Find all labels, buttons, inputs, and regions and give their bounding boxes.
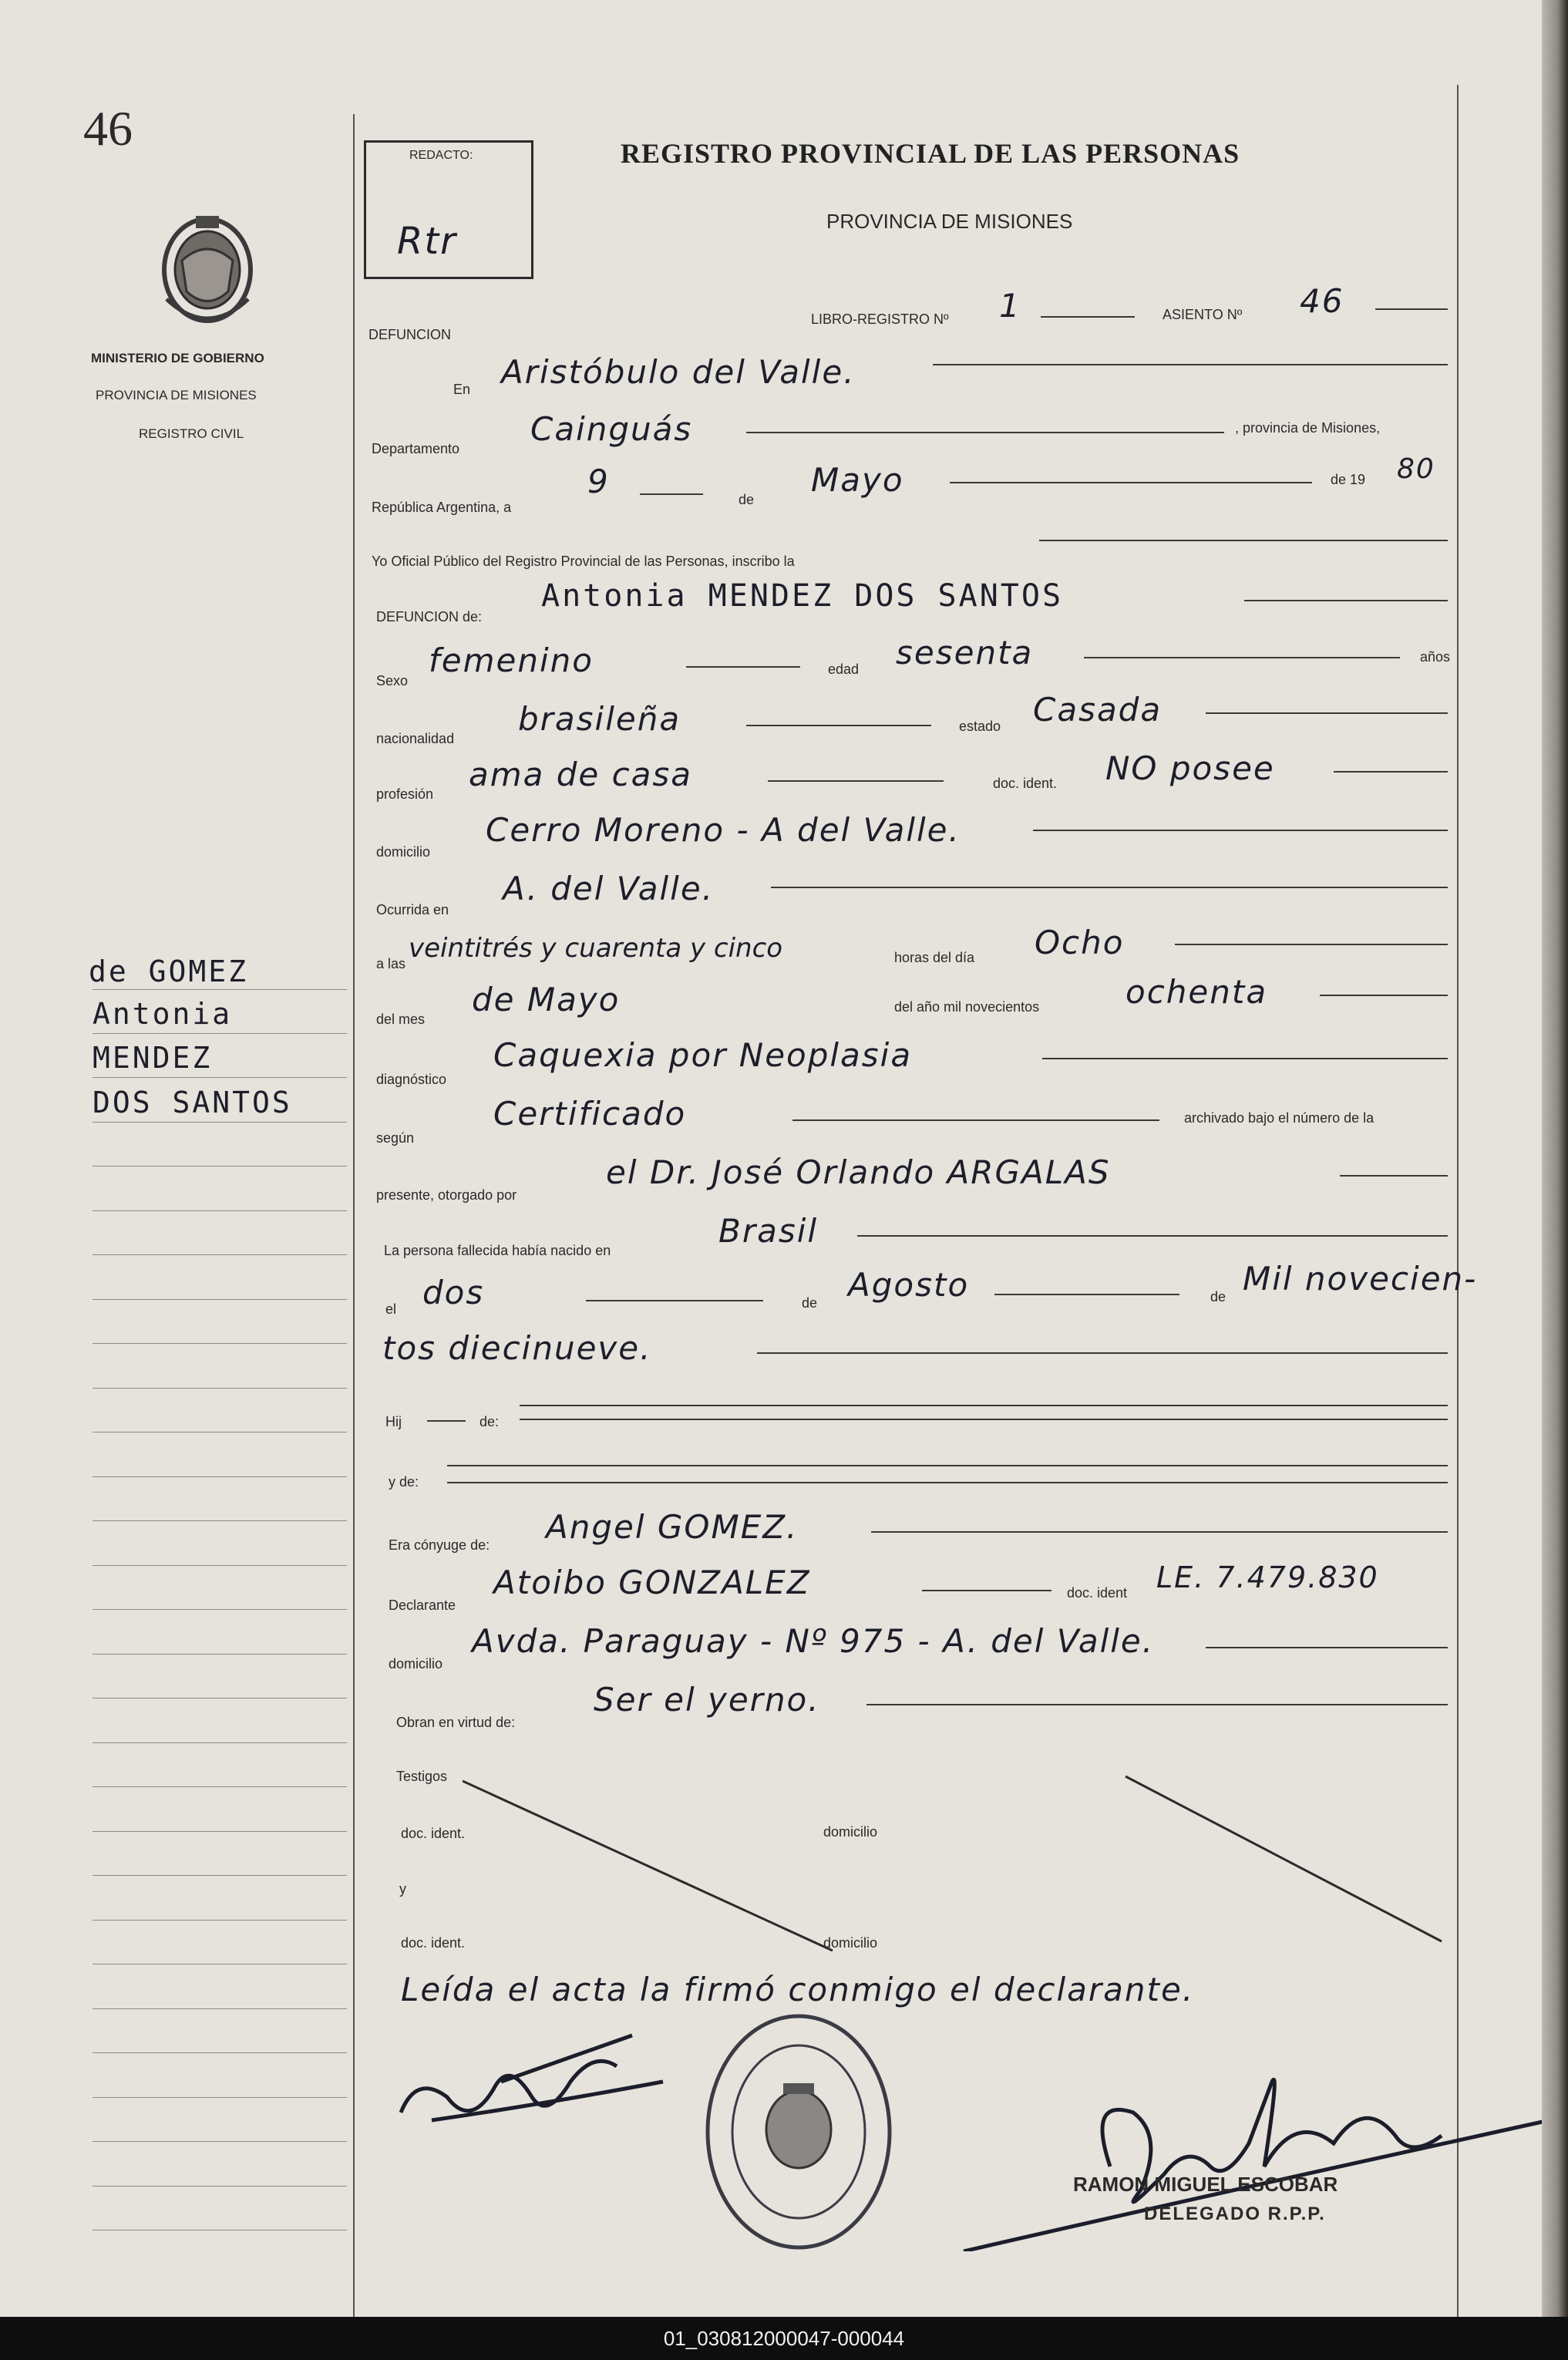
testigos-label: Testigos [396, 1769, 448, 1784]
image-id-footer: 01_030812000047-000044 [0, 2317, 1568, 2360]
nac-year2: tos diecinueve. [382, 1329, 652, 1367]
obran-value: Ser el yerno. [594, 1681, 820, 1719]
registry-subtitle: PROVINCIA DE MISIONES [826, 210, 1073, 233]
segun-value: Certificado [493, 1095, 687, 1133]
margin-note-line1: de GOMEZ [89, 954, 249, 988]
ocurrida-label: Ocurrida en [376, 902, 449, 917]
testigos-dom1: domicilio [823, 1824, 878, 1840]
nacionalidad-value: brasileña [518, 700, 681, 738]
domicilio2-label: domicilio [389, 1656, 443, 1672]
coat-of-arms-icon [151, 207, 264, 330]
domicilio-label: domicilio [376, 844, 431, 860]
redacto-initials: Rtr [397, 220, 457, 263]
estado-value: Casada [1033, 691, 1163, 729]
nac-de2: de [1210, 1289, 1226, 1305]
en-label: En [453, 382, 471, 397]
margin-note-line3: MENDEZ [93, 1041, 213, 1075]
nac-day: dos [422, 1274, 485, 1311]
departamento-suffix: , provincia de Misiones, [1235, 420, 1381, 436]
nac-month: Agosto [848, 1266, 970, 1304]
conyuge-label: Era cónyuge de: [389, 1537, 490, 1553]
dia-label: horas del día [894, 950, 975, 965]
page-number: 46 [83, 101, 133, 156]
testigos-y: y [399, 1881, 406, 1897]
edad-label: edad [828, 662, 860, 677]
doc-ident-value: NO posee [1105, 749, 1275, 787]
horas-value: veintitrés y cuarenta y cinco [409, 933, 783, 964]
horas-label: a las [376, 956, 406, 971]
edad-value: sesenta [896, 634, 1034, 672]
estado-label: estado [959, 719, 1001, 734]
republica-label: República Argentina, a [372, 500, 512, 515]
republica-day: 9 [587, 463, 610, 500]
margin-note-line4: DOS SANTOS [93, 1086, 292, 1119]
declarante-value: Atoibo GONZALEZ [493, 1564, 811, 1601]
departamento-value: Cainguás [530, 410, 693, 448]
presente-label: presente, otorgado por [376, 1187, 517, 1203]
archivado-text: archivado bajo el número de la [1184, 1110, 1375, 1126]
defuncion-de-label: DEFUNCION de: [376, 609, 483, 625]
frame-right-border [1457, 85, 1459, 2317]
en-value: Aristóbulo del Valle. [501, 353, 856, 391]
official-seal-icon [698, 2005, 899, 2259]
diagnostico-label: diagnóstico [376, 1072, 447, 1087]
official-title: DELEGADO R.P.P. [1144, 2203, 1326, 2224]
ministry-line3: REGISTRO CIVIL [139, 426, 244, 441]
testigos-dom2: domicilio [823, 1935, 878, 1951]
nac-year1: Mil novecien- [1243, 1260, 1478, 1298]
ocurrida-value: A. del Valle. [503, 870, 715, 907]
record-type: DEFUNCION [368, 327, 451, 342]
doc-ident-label: doc. ident. [993, 776, 1058, 791]
declarante-doc-value: LE. 7.479.830 [1156, 1560, 1379, 1594]
diagnostico-value: Caquexia por Neoplasia [493, 1036, 913, 1074]
signature-left-icon [385, 2028, 678, 2151]
anos-label: años [1420, 649, 1451, 665]
conyuge-value: Angel GOMEZ. [546, 1508, 799, 1546]
testigos-doc2: doc. ident. [401, 1935, 466, 1951]
nacionalidad-label: nacionalidad [376, 731, 455, 746]
sexo-value: femenino [429, 641, 594, 679]
sexo-label: Sexo [376, 673, 409, 688]
libro-value: 1 [999, 287, 1021, 325]
republica-month: Mayo [811, 461, 904, 499]
nacido-label: La persona fallecida había nacido en [384, 1243, 611, 1258]
profesion-label: profesión [376, 786, 434, 802]
asiento-label: ASIENTO Nº [1163, 307, 1243, 322]
ministry-line2: PROVINCIA DE MISIONES [96, 388, 257, 402]
ministry-line1: MINISTERIO DE GOBIERNO [91, 351, 264, 365]
mes-label: del mes [376, 1012, 426, 1027]
domicilio-value: Cerro Moreno - A del Valle. [486, 811, 961, 849]
redacto-box [364, 140, 533, 279]
obran-label: Obran en virtud de: [396, 1715, 516, 1730]
mes-value: de Mayo [472, 981, 621, 1018]
hijo-de-label: de: [479, 1414, 500, 1429]
official-name: RAMON MIGUEL ESCOBAR [1073, 2173, 1338, 2196]
nacido-value: Brasil [718, 1212, 819, 1250]
segun-label: según [376, 1130, 415, 1146]
oficial-text: Yo Oficial Público del Registro Provincial de las Personas, inscribo la [372, 554, 795, 569]
margin-note-line2: Antonia [93, 997, 233, 1031]
asiento-value: 46 [1300, 282, 1344, 320]
ano-value: ochenta [1126, 973, 1268, 1011]
ano-label: del año mil novecientos [894, 999, 1040, 1015]
nac-el-label: el [385, 1301, 397, 1317]
redacto-label: REDACTO: [409, 149, 473, 162]
libro-label: LIBRO-REGISTRO Nº [811, 311, 949, 327]
declarante-label: Declarante [389, 1597, 456, 1613]
closing-text: Leída el acta la firmó conmigo el declarante. [401, 1971, 1195, 2008]
republica-year-label: de 19 [1331, 472, 1366, 487]
domicilio2-value: Avda. Paraguay - Nº 975 - A. del Valle. [472, 1622, 1155, 1660]
nac-de1: de [802, 1295, 818, 1311]
defuncion-de-value: Antonia MENDEZ DOS SANTOS [541, 578, 1064, 614]
testigos-doc1: doc. ident. [401, 1826, 466, 1841]
frame-left-border [353, 114, 355, 2319]
hijo-label: Hij [385, 1414, 402, 1429]
y-de-label: y de: [389, 1474, 419, 1490]
presente-value: el Dr. José Orlando ARGALAS [606, 1153, 1111, 1191]
dia-value: Ocho [1035, 924, 1125, 961]
testigos-strike-lines [463, 1773, 1457, 1958]
profesion-value: ama de casa [469, 756, 693, 793]
departamento-label: Departamento [372, 441, 460, 456]
book-edge [1542, 0, 1568, 2317]
registry-title: REGISTRO PROVINCIAL DE LAS PERSONAS [621, 138, 1240, 169]
republica-year-value: 80 [1397, 453, 1435, 485]
republica-de-label: de [739, 492, 755, 507]
declarante-doc-label: doc. ident [1067, 1585, 1128, 1601]
